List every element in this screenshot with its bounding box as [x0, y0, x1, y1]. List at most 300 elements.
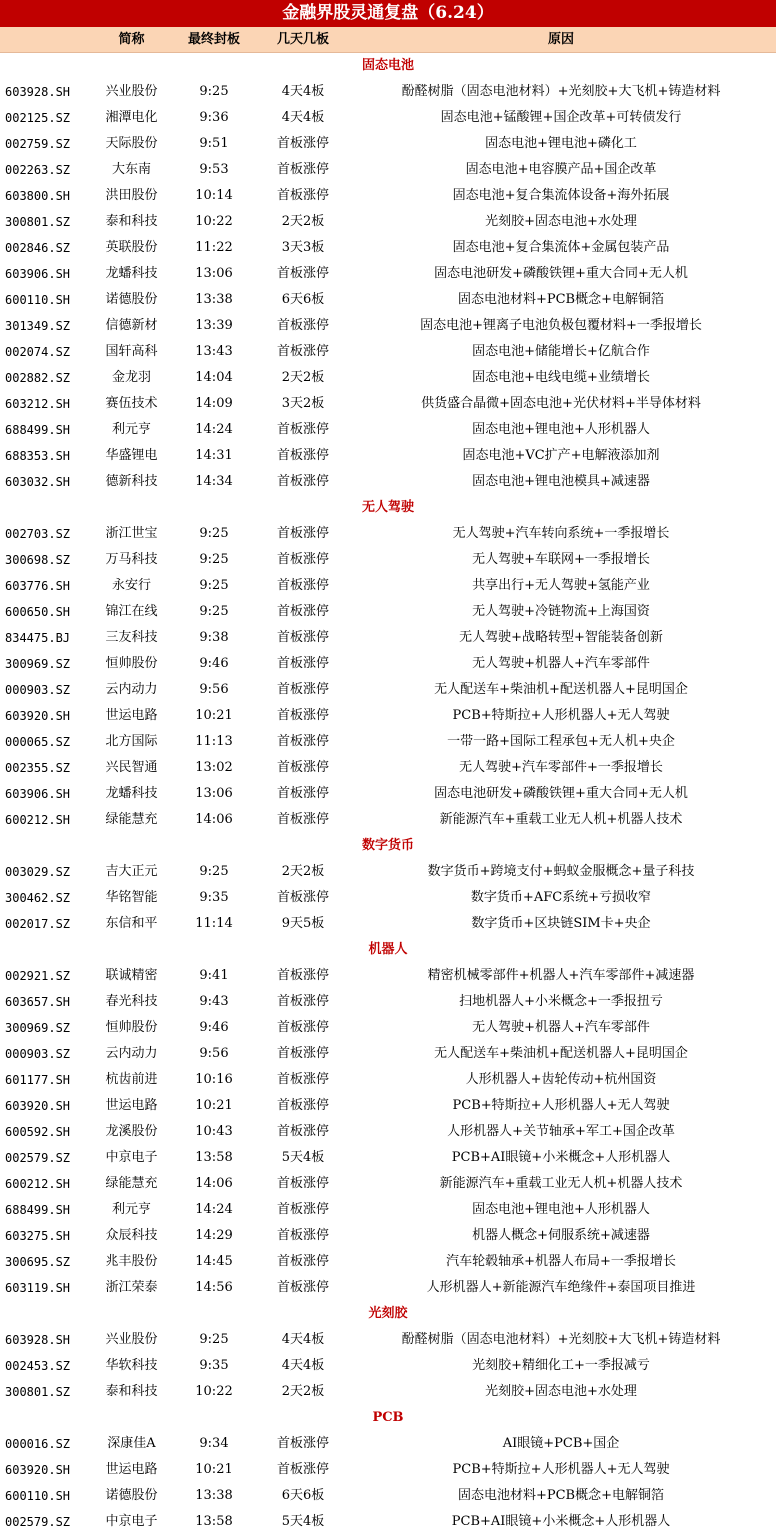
stock-name: 湘潭电化	[105, 110, 158, 125]
table-row	[0, 963, 776, 989]
days-boards: 首板涨停	[276, 318, 329, 333]
stock-code: 002263.SZ	[5, 163, 71, 177]
reason: 光刻胶+精细化工+一季报减亏	[472, 1358, 650, 1373]
reason: 无人驾驶+机器人+汽车零部件	[472, 1020, 650, 1035]
table-row	[0, 1509, 776, 1535]
stock-name: 世运电路	[105, 1462, 158, 1477]
stock-code: 688499.SH	[5, 1203, 71, 1217]
final-seal-time: 9:25	[199, 578, 229, 593]
table-row	[0, 261, 776, 287]
table-row	[0, 1093, 776, 1119]
final-seal-time: 11:14	[195, 916, 233, 931]
stock-name: 泰和科技	[105, 214, 158, 229]
final-seal-time: 9:25	[199, 526, 229, 541]
table-row	[0, 131, 776, 157]
final-seal-time: 13:58	[195, 1514, 233, 1529]
table-row	[0, 703, 776, 729]
stock-name: 众辰科技	[105, 1228, 158, 1243]
stock-name: 云内动力	[105, 1046, 158, 1061]
reason: 固态电池+电容膜产品+国企改革	[465, 162, 657, 177]
stock-code: 603920.SH	[5, 1099, 71, 1113]
table-row	[0, 781, 776, 807]
reason: 新能源汽车+重载工业无人机+机器人技术	[439, 1176, 683, 1191]
days-boards: 首板涨停	[276, 1020, 329, 1035]
reason: PCB+AI眼镜+小米概念+人形机器人	[451, 1150, 671, 1165]
reason: 人形机器人+齿轮传动+杭州国资	[465, 1072, 657, 1087]
stock-name: 兆丰股份	[105, 1254, 158, 1269]
final-seal-time: 13:02	[195, 760, 233, 775]
stock-code: 000903.SZ	[5, 1047, 71, 1061]
stock-name: 浙江世宝	[105, 526, 158, 541]
table-row	[0, 1275, 776, 1301]
days-boards: 首板涨停	[276, 734, 329, 749]
stock-code: 300801.SZ	[5, 1385, 71, 1399]
days-boards: 首板涨停	[276, 708, 329, 723]
days-boards: 首板涨停	[276, 552, 329, 567]
table-row	[0, 1457, 776, 1483]
stock-name: 大东南	[111, 162, 151, 177]
table-body	[0, 53, 776, 1535]
stock-name: 金龙羽	[111, 370, 151, 385]
stock-name: 兴业股份	[105, 84, 158, 99]
final-seal-time: 9:34	[199, 1436, 229, 1451]
table-row	[0, 157, 776, 183]
stock-code: 300462.SZ	[5, 891, 71, 905]
reason: PCB+特斯拉+人形机器人+无人驾驶	[452, 1098, 670, 1113]
reason: 固态电池+复合集流体+金属包装产品	[452, 240, 670, 255]
reason: PCB+特斯拉+人形机器人+无人驾驶	[452, 708, 670, 723]
final-seal-time: 13:06	[195, 266, 233, 281]
stock-name: 利元亨	[111, 1202, 151, 1217]
stock-name: 中京电子	[105, 1150, 158, 1165]
reason: PCB+特斯拉+人形机器人+无人驾驶	[452, 1462, 670, 1477]
reason: 酚醛树脂（固态电池材料）+光刻胶+大飞机+铸造材料	[401, 1332, 721, 1347]
table-row	[0, 1431, 776, 1457]
table-row	[0, 1015, 776, 1041]
reason: 固态电池研发+磷酸铁锂+重大合同+无人机	[434, 266, 688, 281]
final-seal-time: 9:38	[199, 630, 229, 645]
final-seal-time: 13:39	[195, 318, 233, 333]
stock-name: 世运电路	[105, 1098, 158, 1113]
days-boards: 5天4板	[281, 1150, 325, 1165]
days-boards: 4天4板	[281, 1332, 325, 1347]
reason: 固态电池+锂电池模具+减速器	[472, 474, 650, 489]
stock-name: 三友科技	[105, 630, 158, 645]
table-row	[0, 1145, 776, 1171]
final-seal-time: 9:43	[199, 994, 229, 1009]
final-seal-time: 9:35	[199, 890, 229, 905]
days-boards: 3天2板	[281, 396, 325, 411]
stock-name: 杭齿前进	[105, 1072, 158, 1087]
stock-code: 002846.SZ	[5, 241, 71, 255]
stock-name: 德新科技	[105, 474, 158, 489]
section-title: 机器人	[368, 942, 408, 957]
reason: 固态电池+锰酸锂+国企改革+可转债发行	[440, 110, 682, 125]
reason: 无人驾驶+车联网+一季报增长	[472, 552, 650, 567]
final-seal-time: 14:29	[195, 1228, 233, 1243]
days-boards: 首板涨停	[276, 578, 329, 593]
days-boards: 4天4板	[281, 1358, 325, 1373]
reason: 固态电池+VC扩产+电解液添加剂	[462, 448, 660, 463]
stock-name: 龙蟠科技	[105, 786, 158, 801]
final-seal-time: 11:13	[195, 734, 233, 749]
reason: 机器人概念+伺服系统+减速器	[472, 1228, 650, 1243]
table-row	[0, 521, 776, 547]
stock-name: 绿能慧充	[105, 1176, 158, 1191]
stock-code: 002453.SZ	[5, 1359, 71, 1373]
stock-code: 002355.SZ	[5, 761, 71, 775]
days-boards: 首板涨停	[276, 474, 329, 489]
table-row	[0, 443, 776, 469]
stock-name: 浙江荣泰	[105, 1280, 158, 1295]
days-boards: 首板涨停	[276, 162, 329, 177]
stock-code: 603928.SH	[5, 1333, 71, 1347]
reason: 固态电池+储能增长+亿航合作	[472, 344, 650, 359]
final-seal-time: 14:06	[195, 1176, 233, 1191]
final-seal-time: 9:25	[199, 1332, 229, 1347]
stock-code: 603906.SH	[5, 787, 71, 801]
stock-name: 信德新材	[105, 318, 158, 333]
stock-name: 万马科技	[105, 552, 158, 567]
reason: 人形机器人+关节轴承+军工+国企改革	[447, 1124, 675, 1139]
days-boards: 5天4板	[281, 1514, 325, 1529]
table-row	[0, 1197, 776, 1223]
table-row	[0, 313, 776, 339]
reason: 无人配送车+柴油机+配送机器人+昆明国企	[434, 1046, 688, 1061]
reason: 固态电池+锂电池+磷化工	[485, 136, 637, 151]
final-seal-time: 9:35	[199, 1358, 229, 1373]
stock-code: 003029.SZ	[5, 865, 71, 879]
days-boards: 首板涨停	[276, 1098, 329, 1113]
stock-name: 云内动力	[105, 682, 158, 697]
stock-code: 603928.SH	[5, 85, 71, 99]
table-row	[0, 859, 776, 885]
final-seal-time: 10:14	[195, 188, 233, 203]
section-title: 光刻胶	[368, 1306, 408, 1321]
stock-name: 泰和科技	[105, 1384, 158, 1399]
final-seal-time: 9:56	[199, 1046, 229, 1061]
table-row	[0, 573, 776, 599]
stock-code: 002921.SZ	[5, 969, 71, 983]
final-seal-time: 9:46	[199, 656, 229, 671]
stock-code: 600592.SH	[5, 1125, 71, 1139]
days-boards: 首板涨停	[276, 422, 329, 437]
stock-code: 603119.SH	[5, 1281, 71, 1295]
days-boards: 首板涨停	[276, 968, 329, 983]
stock-name: 联诚精密	[105, 968, 158, 983]
stock-code: 600212.SH	[5, 813, 71, 827]
final-seal-time: 10:21	[195, 1462, 233, 1477]
header-name: 简称	[118, 32, 145, 47]
reason: 固态电池材料+PCB概念+电解铜箔	[457, 1488, 665, 1503]
table-row	[0, 755, 776, 781]
final-seal-time: 14:04	[195, 370, 233, 385]
reason: 固态电池+锂电池+人形机器人	[472, 1202, 650, 1217]
stock-name: 兴民智通	[105, 760, 158, 775]
final-seal-time: 13:58	[195, 1150, 233, 1165]
stock-code: 600110.SH	[5, 293, 71, 307]
stock-code: 000065.SZ	[5, 735, 71, 749]
stock-name: 东信和平	[105, 916, 158, 931]
stock-code: 300801.SZ	[5, 215, 71, 229]
days-boards: 首板涨停	[276, 786, 329, 801]
final-seal-time: 14:09	[195, 396, 233, 411]
days-boards: 首板涨停	[276, 1436, 329, 1451]
stock-name: 绿能慧充	[105, 812, 158, 827]
stock-name: 春光科技	[105, 994, 158, 1009]
final-seal-time: 10:22	[195, 214, 233, 229]
stock-name: 龙溪股份	[105, 1124, 158, 1139]
header-final-seal-time: 最终封板	[187, 32, 240, 47]
stock-code: 603776.SH	[5, 579, 71, 593]
days-boards: 2天2板	[281, 214, 325, 229]
stock-name: 永安行	[111, 578, 151, 593]
final-seal-time: 10:22	[195, 1384, 233, 1399]
days-boards: 首板涨停	[276, 1072, 329, 1087]
stock-code: 002882.SZ	[5, 371, 71, 385]
reason: 固态电池+锂离子电池负极包覆材料+一季报增长	[420, 318, 702, 333]
column-header-row	[0, 27, 776, 53]
reason: 扫地机器人+小米概念+一季报扭亏	[459, 994, 663, 1009]
stock-name: 华盛锂电	[105, 448, 158, 463]
final-seal-time: 9:25	[199, 864, 229, 879]
stock-code: 300695.SZ	[5, 1255, 71, 1269]
days-boards: 首板涨停	[276, 994, 329, 1009]
table-row	[0, 1223, 776, 1249]
table-row	[0, 183, 776, 209]
days-boards: 首板涨停	[276, 188, 329, 203]
table-row	[0, 885, 776, 911]
stock-code: 002579.SZ	[5, 1515, 71, 1529]
days-boards: 首板涨停	[276, 136, 329, 151]
table-row	[0, 1171, 776, 1197]
table-row	[0, 625, 776, 651]
final-seal-time: 11:22	[195, 240, 233, 255]
table-row	[0, 1067, 776, 1093]
stock-code: 603920.SH	[5, 709, 71, 723]
stock-code: 603275.SH	[5, 1229, 71, 1243]
table-row	[0, 989, 776, 1015]
stock-name: 天际股份	[105, 136, 158, 151]
stock-name: 赛伍技术	[105, 396, 158, 411]
final-seal-time: 13:38	[195, 1488, 233, 1503]
stock-name: 吉大正元	[105, 864, 158, 879]
stock-name: 中京电子	[105, 1514, 158, 1529]
table-row	[0, 1041, 776, 1067]
table-row	[0, 1119, 776, 1145]
header-days-boards: 几天几板	[276, 32, 329, 47]
reason: 无人配送车+柴油机+配送机器人+昆明国企	[434, 682, 688, 697]
stock-name: 国轩高科	[105, 344, 158, 359]
stock-code: 002759.SZ	[5, 137, 71, 151]
stock-name: 英联股份	[105, 240, 158, 255]
table-row	[0, 1379, 776, 1405]
final-seal-time: 9:25	[199, 84, 229, 99]
days-boards: 首板涨停	[276, 656, 329, 671]
stock-code: 688353.SH	[5, 449, 71, 463]
reason: 固态电池+锂电池+人形机器人	[472, 422, 650, 437]
reason: 固态电池+电线电缆+业绩增长	[472, 370, 650, 385]
stock-name: 恒帅股份	[105, 1020, 158, 1035]
stock-code: 603212.SH	[5, 397, 71, 411]
final-seal-time: 14:56	[195, 1280, 233, 1295]
reason: PCB+AI眼镜+小米概念+人形机器人	[451, 1514, 671, 1529]
days-boards: 2天2板	[281, 370, 325, 385]
stock-code: 300969.SZ	[5, 657, 71, 671]
days-boards: 首板涨停	[276, 344, 329, 359]
reason: 固态电池+复合集流体设备+海外拓展	[452, 188, 670, 203]
stock-name: 龙蟠科技	[105, 266, 158, 281]
days-boards: 首板涨停	[276, 812, 329, 827]
final-seal-time: 9:56	[199, 682, 229, 697]
reason: 固态电池研发+磷酸铁锂+重大合同+无人机	[434, 786, 688, 801]
stock-code: 000016.SZ	[5, 1437, 71, 1451]
reason: 精密机械零部件+机器人+汽车零部件+减速器	[427, 968, 695, 983]
stock-code: 300698.SZ	[5, 553, 71, 567]
header-reason: 原因	[547, 32, 574, 47]
reason: 汽车轮毂轴承+机器人布局+一季报增长	[446, 1254, 676, 1269]
stock-name: 利元亨	[111, 422, 151, 437]
table-row	[0, 677, 776, 703]
reason: 光刻胶+固态电池+水处理	[485, 214, 637, 229]
section-title: 无人驾驶	[361, 500, 414, 515]
stock-code: 002125.SZ	[5, 111, 71, 125]
reason: 一带一路+国际工程承包+无人机+央企	[447, 734, 675, 749]
table-row	[0, 651, 776, 677]
table-row	[0, 469, 776, 495]
stock-name: 华软科技	[105, 1358, 158, 1373]
stock-code: 002579.SZ	[5, 1151, 71, 1165]
table-row	[0, 1353, 776, 1379]
days-boards: 首板涨停	[276, 604, 329, 619]
reason: 新能源汽车+重载工业无人机+机器人技术	[439, 812, 683, 827]
table-row	[0, 209, 776, 235]
table-row	[0, 599, 776, 625]
table-row	[0, 417, 776, 443]
stock-name: 世运电路	[105, 708, 158, 723]
reason: 无人驾驶+冷链物流+上海国资	[472, 604, 650, 619]
stock-code: 603800.SH	[5, 189, 71, 203]
reason: AI眼镜+PCB+国企	[502, 1436, 620, 1451]
table-row	[0, 1249, 776, 1275]
stock-code: 300969.SZ	[5, 1021, 71, 1035]
final-seal-time: 14:31	[195, 448, 233, 463]
days-boards: 首板涨停	[276, 1046, 329, 1061]
stock-name: 恒帅股份	[105, 656, 158, 671]
stock-name: 华铭智能	[105, 890, 158, 905]
days-boards: 首板涨停	[276, 526, 329, 541]
stock-code: 301349.SZ	[5, 319, 71, 333]
table-row	[0, 1483, 776, 1509]
reason: 无人驾驶+战略转型+智能装备创新	[459, 630, 663, 645]
final-seal-time: 9:46	[199, 1020, 229, 1035]
stock-name: 诺德股份	[105, 292, 158, 307]
final-seal-time: 9:36	[199, 110, 229, 125]
table-row	[0, 235, 776, 261]
days-boards: 6天6板	[281, 292, 325, 307]
days-boards: 首板涨停	[276, 1462, 329, 1477]
stock-code: 688499.SH	[5, 423, 71, 437]
final-seal-time: 10:16	[195, 1072, 233, 1087]
days-boards: 首板涨停	[276, 448, 329, 463]
stock-code: 600110.SH	[5, 1489, 71, 1503]
days-boards: 2天2板	[281, 1384, 325, 1399]
table-row	[0, 365, 776, 391]
final-seal-time: 9:25	[199, 552, 229, 567]
final-seal-time: 10:21	[195, 1098, 233, 1113]
days-boards: 首板涨停	[276, 890, 329, 905]
stock-code: 603657.SH	[5, 995, 71, 1009]
days-boards: 4天4板	[281, 84, 325, 99]
final-seal-time: 9:25	[199, 604, 229, 619]
days-boards: 9天5板	[281, 916, 325, 931]
days-boards: 首板涨停	[276, 1228, 329, 1243]
stock-name: 锦江在线	[105, 604, 158, 619]
section-title: PCB	[372, 1410, 404, 1425]
section-title: 数字货币	[361, 838, 414, 853]
days-boards: 2天2板	[281, 864, 325, 879]
reason: 酚醛树脂（固态电池材料）+光刻胶+大飞机+铸造材料	[401, 84, 721, 99]
final-seal-time: 14:06	[195, 812, 233, 827]
final-seal-time: 14:34	[195, 474, 233, 489]
final-seal-time: 13:06	[195, 786, 233, 801]
stock-code: 002703.SZ	[5, 527, 71, 541]
final-seal-time: 10:43	[195, 1124, 233, 1139]
reason: 数字货币+AFC系统+亏损收窄	[470, 890, 652, 905]
table-row	[0, 339, 776, 365]
days-boards: 首板涨停	[276, 1176, 329, 1191]
table-row	[0, 547, 776, 573]
days-boards: 4天4板	[281, 110, 325, 125]
table-row	[0, 105, 776, 131]
stock-code: 002017.SZ	[5, 917, 71, 931]
final-seal-time: 13:43	[195, 344, 233, 359]
final-seal-time: 9:51	[199, 136, 229, 151]
stock-name: 洪田股份	[105, 188, 158, 203]
reason: 光刻胶+固态电池+水处理	[485, 1384, 637, 1399]
stock-name: 北方国际	[105, 734, 158, 749]
stock-code: 603906.SH	[5, 267, 71, 281]
stock-code: 000903.SZ	[5, 683, 71, 697]
table-row	[0, 729, 776, 755]
section-title: 固态电池	[361, 58, 414, 73]
stock-name: 兴业股份	[105, 1332, 158, 1347]
final-seal-time: 14:24	[195, 422, 233, 437]
days-boards: 首板涨停	[276, 1124, 329, 1139]
reason: 人形机器人+新能源汽车绝缘件+泰国项目推进	[426, 1280, 696, 1295]
stock-code: 603920.SH	[5, 1463, 71, 1477]
final-seal-time: 14:45	[195, 1254, 233, 1269]
reason: 固态电池材料+PCB概念+电解铜箔	[457, 292, 665, 307]
reason: 无人驾驶+汽车转向系统+一季报增长	[452, 526, 670, 541]
stock-code: 600212.SH	[5, 1177, 71, 1191]
final-seal-time: 9:53	[199, 162, 229, 177]
days-boards: 3天3板	[281, 240, 325, 255]
days-boards: 首板涨停	[276, 1280, 329, 1295]
header-code	[0, 27, 95, 52]
days-boards: 首板涨停	[276, 630, 329, 645]
days-boards: 首板涨停	[276, 682, 329, 697]
stock-code: 601177.SH	[5, 1073, 71, 1087]
reason: 共享出行+无人驾驶+氢能产业	[472, 578, 650, 593]
reason: 无人驾驶+机器人+汽车零部件	[472, 656, 650, 671]
final-seal-time: 13:38	[195, 292, 233, 307]
final-seal-time: 10:21	[195, 708, 233, 723]
table-row	[0, 807, 776, 833]
table-row	[0, 287, 776, 313]
stock-name: 深康佳A	[107, 1436, 156, 1451]
days-boards: 6天6板	[281, 1488, 325, 1503]
